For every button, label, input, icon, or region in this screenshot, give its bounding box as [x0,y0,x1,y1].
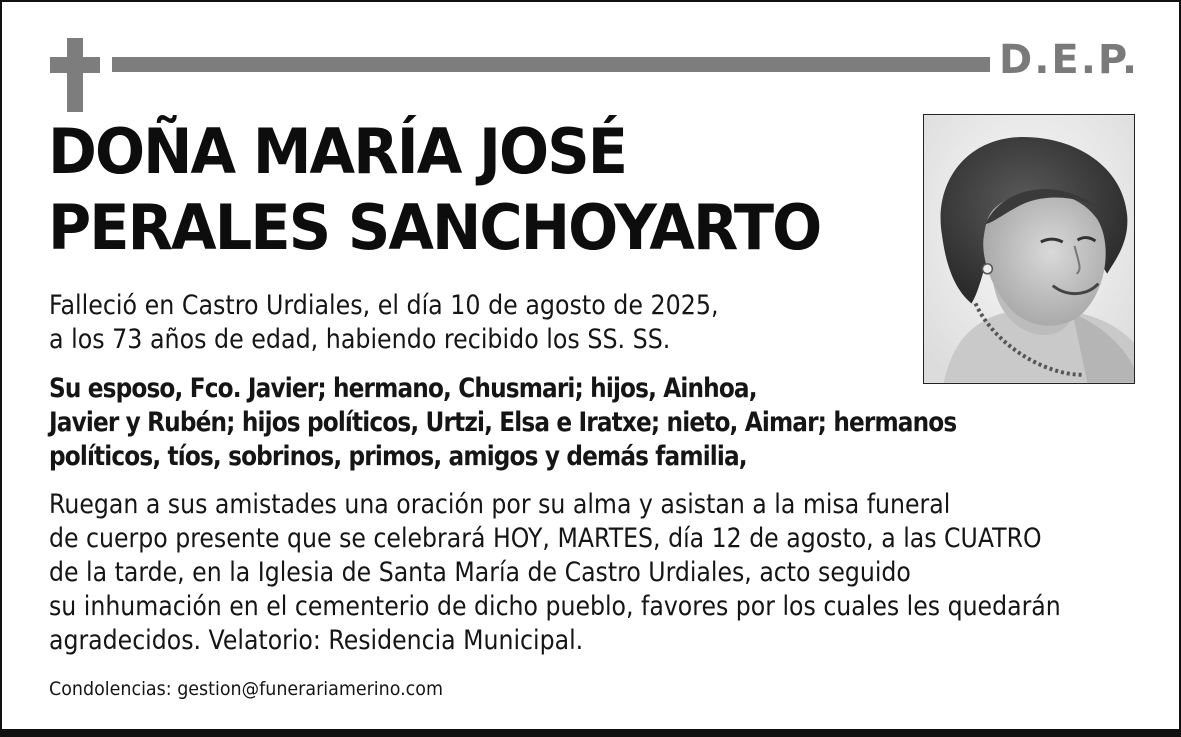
family-list-line: Su esposo, Fco. Javier; hermano, Chusmari; hijos, Ainhoa, [49,373,757,404]
deceased-name-line-2: PERALES SANCHOYARTO [48,191,821,264]
portrait-photo [923,114,1135,384]
funeral-details-line: Ruegan a sus amistades una oración por su alma y asistan a la misa funeral [49,489,951,520]
funeral-details-line: de la tarde, en la Iglesia de Santa María de Castro Urdiales, acto seguido [49,557,911,588]
funeral-details-line: agradecidos. Velatorio: Residencia Municipal. [49,625,584,656]
family-list [49,372,956,474]
family-list-line: Javier y Rubén; hijos políticos, Urtzi, Elsa e Iratxe; nieto, Aimar; hermanos [49,407,957,438]
condolences-contact: Condolencias: gestion@funerariamerino.com [49,678,444,700]
family-list-line: políticos, tíos, sobrinos, primos, amigos y demás familia, [49,441,747,472]
header-rule [112,57,990,72]
deceased-name [48,114,865,266]
funeral-details-line: su inhumación en el cementerio de dicho pueblo, favores por los cuales les quedarán [49,591,1061,622]
funeral-details [49,488,1061,658]
latin-cross-icon [50,38,100,112]
funeral-details-line: de cuerpo presente que se celebrará HOY, MARTES, día 12 de agosto, a las CUATRO [49,523,1042,554]
deceased-name-line-1: DOÑA MARÍA JOSÉ [48,115,627,188]
dep-label: D.E.P. [999,37,1140,83]
death-notice-line: Falleció en Castro Urdiales, el día 10 de agosto de 2025, [49,290,719,321]
death-notice-line: a los 73 años de edad, habiendo recibido los SS. SS. [49,324,671,355]
death-notice [49,289,719,357]
